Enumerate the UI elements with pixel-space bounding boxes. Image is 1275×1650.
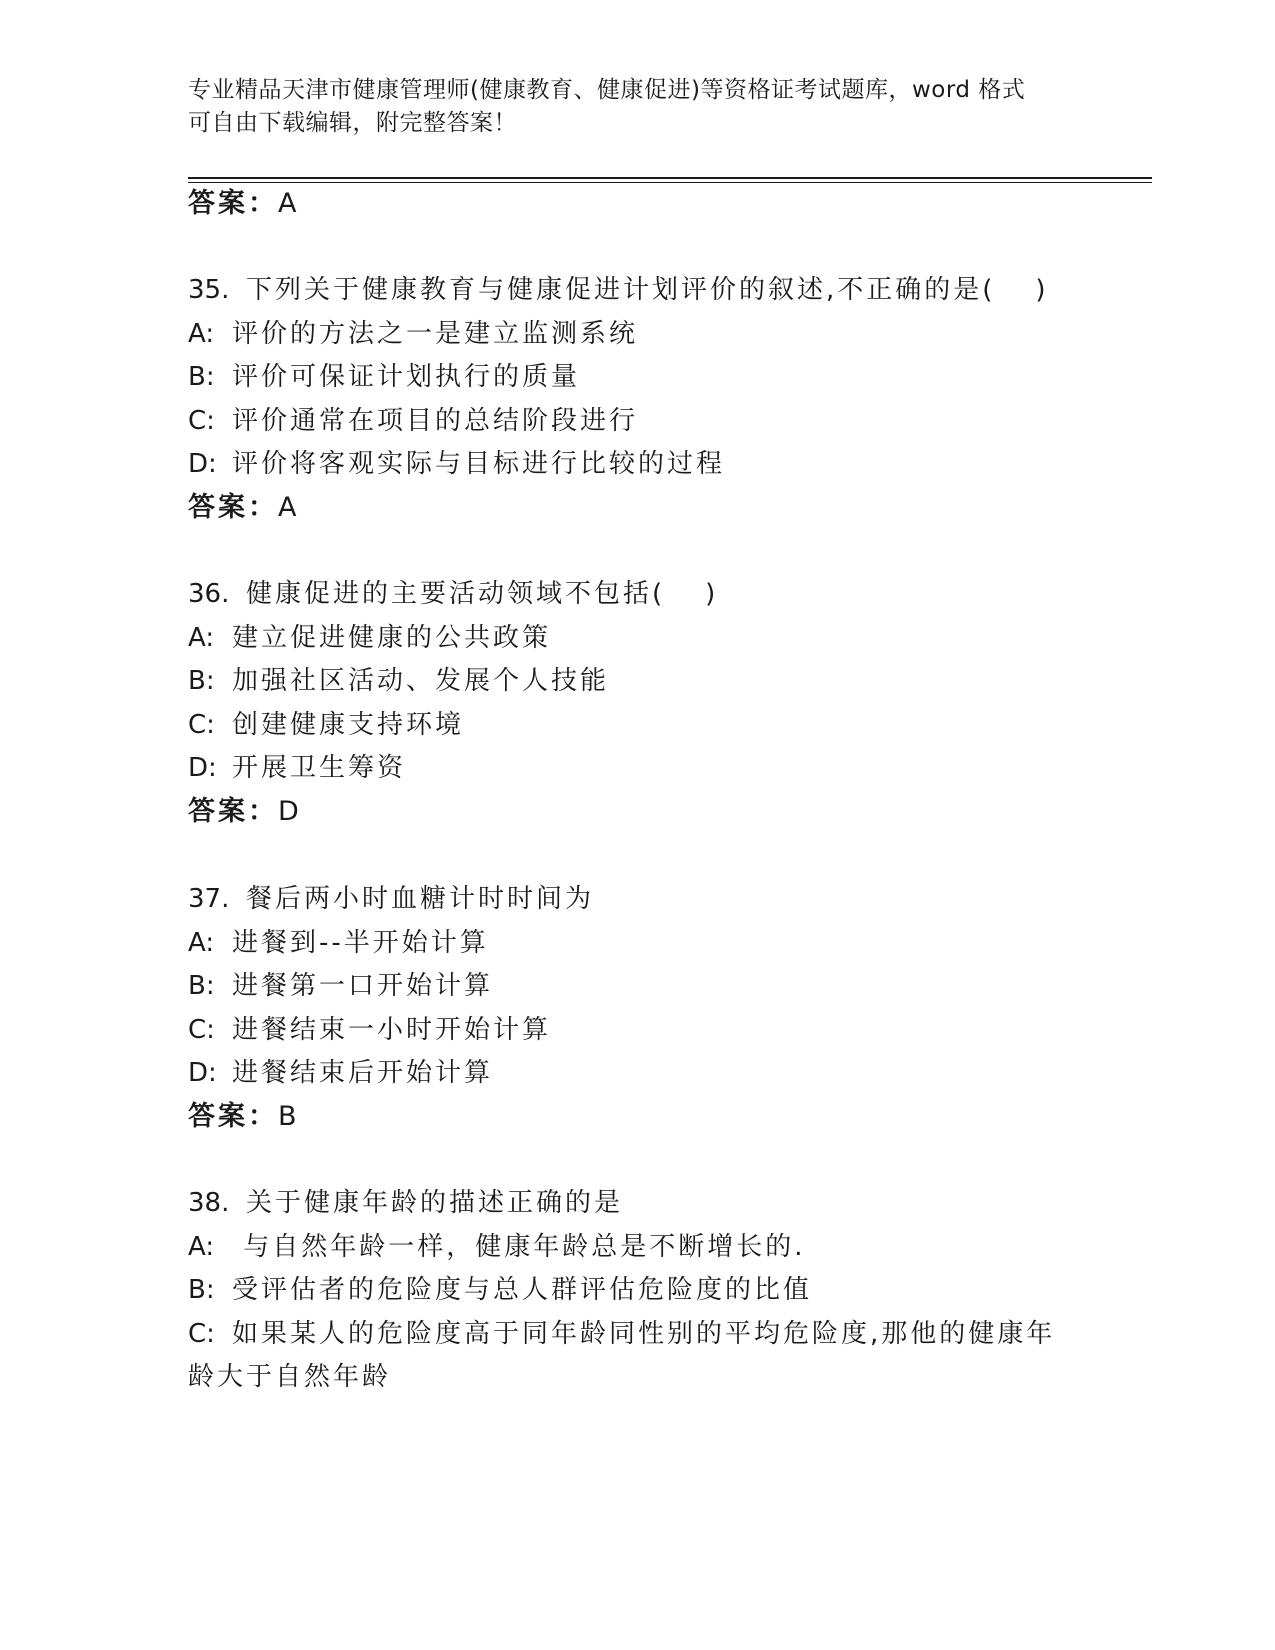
question-text: 下列关于健康教育与健康促进计划评价的叙述,不正确的是( [246,275,996,305]
option-text: 进餐结束后开始计算 [232,1058,494,1088]
option-key: C: [188,406,215,436]
header-rule-thin [188,182,1152,183]
option-key: D: [188,1058,217,1088]
option-key: C: [188,710,215,740]
option-text: 评价的方法之一是建立监测系统 [232,319,639,349]
question-37-answer [188,1099,298,1135]
question-38-option-c [188,1316,1055,1352]
question-37-option-c [188,1012,551,1048]
question-38-option-b [188,1272,812,1308]
question-text: 餐后两小时血糖计时时间为 [246,884,595,914]
question-36-stem [188,576,715,612]
question-number: 36. [188,579,230,609]
option-key: B: [188,666,215,696]
answer-value: A [278,492,298,523]
option-text: 进餐结束一小时开始计算 [232,1015,552,1045]
option-text: 开展卫生筹资 [232,753,407,783]
question-37-option-b [188,968,493,1004]
option-key: D: [188,449,217,479]
question-paren-close: ) [1035,275,1046,305]
question-35-answer [188,490,297,526]
answer-value: B [278,1101,298,1132]
option-text: 评价可保证计划执行的质量 [232,362,581,392]
question-38-option-a [188,1229,806,1265]
header-line-2: 可自由下载编辑，附完整答案！ [188,110,517,136]
question-35-option-d [188,446,725,482]
document-header [188,74,1088,140]
header-line-1: 专业精品天津市健康管理师(健康教育、健康促进)等资格证考试题库，word 格式 [188,77,1026,103]
option-text: 建立促进健康的公共政策 [232,623,552,653]
option-key: D: [188,753,217,783]
question-36-option-d [188,750,406,786]
option-text: 进餐到--半开始计算 [232,928,489,958]
question-35-stem [188,272,1046,308]
question-37-stem [188,881,594,917]
option-key: A: [188,319,215,349]
answer-value: A [278,188,298,219]
answer-label: 答案： [188,1101,278,1132]
question-36-option-c [188,707,464,743]
answer-line-prev [188,186,297,222]
option-text: 评价将客观实际与目标进行比较的过程 [232,449,726,479]
question-35-option-b [188,359,580,395]
option-key: A: [188,928,215,958]
option-key: A: [188,1232,215,1262]
question-38-option-c-continued [188,1359,391,1395]
option-text: 加强社区活动、发展个人技能 [232,666,610,696]
question-36-answer [188,794,300,830]
question-number: 38. [188,1188,230,1218]
answer-value: D [278,796,300,827]
option-key: B: [188,362,215,392]
question-text: 关于健康年龄的描述正确的是 [246,1188,624,1218]
option-key: C: [188,1319,215,1349]
question-35-option-c [188,403,638,439]
option-text: 如果某人的危险度高于同年龄同性别的平均危险度,那他的健康年 [232,1319,1056,1349]
option-key: C: [188,1015,215,1045]
question-38-stem [188,1185,623,1221]
question-number: 35. [188,275,230,305]
answer-label: 答案： [188,796,278,827]
option-text-continued: 龄大于自然年龄 [188,1362,392,1392]
question-36-option-b [188,663,609,699]
option-text: 进餐第一口开始计算 [232,971,494,1001]
option-text: 受评估者的危险度与总人群评估危险度的比值 [232,1275,813,1305]
question-36-option-a [188,620,551,656]
question-paren-close: ) [705,579,716,609]
question-number: 37. [188,884,230,914]
option-text: 创建健康支持环境 [232,710,465,740]
header-rule-thick [188,177,1152,179]
option-text: 评价通常在项目的总结阶段进行 [232,406,639,436]
question-35-option-a [188,316,638,352]
option-key: A: [188,623,215,653]
answer-label: 答案： [188,188,278,219]
option-key: B: [188,1275,215,1305]
question-37-option-a [188,925,489,961]
option-key: B: [188,971,215,1001]
question-text: 健康促进的主要活动领域不包括( [246,579,666,609]
answer-label: 答案： [188,492,278,523]
option-text: 与自然年龄一样，健康年龄总是不断增长的. [232,1232,806,1262]
question-37-option-d [188,1055,493,1091]
